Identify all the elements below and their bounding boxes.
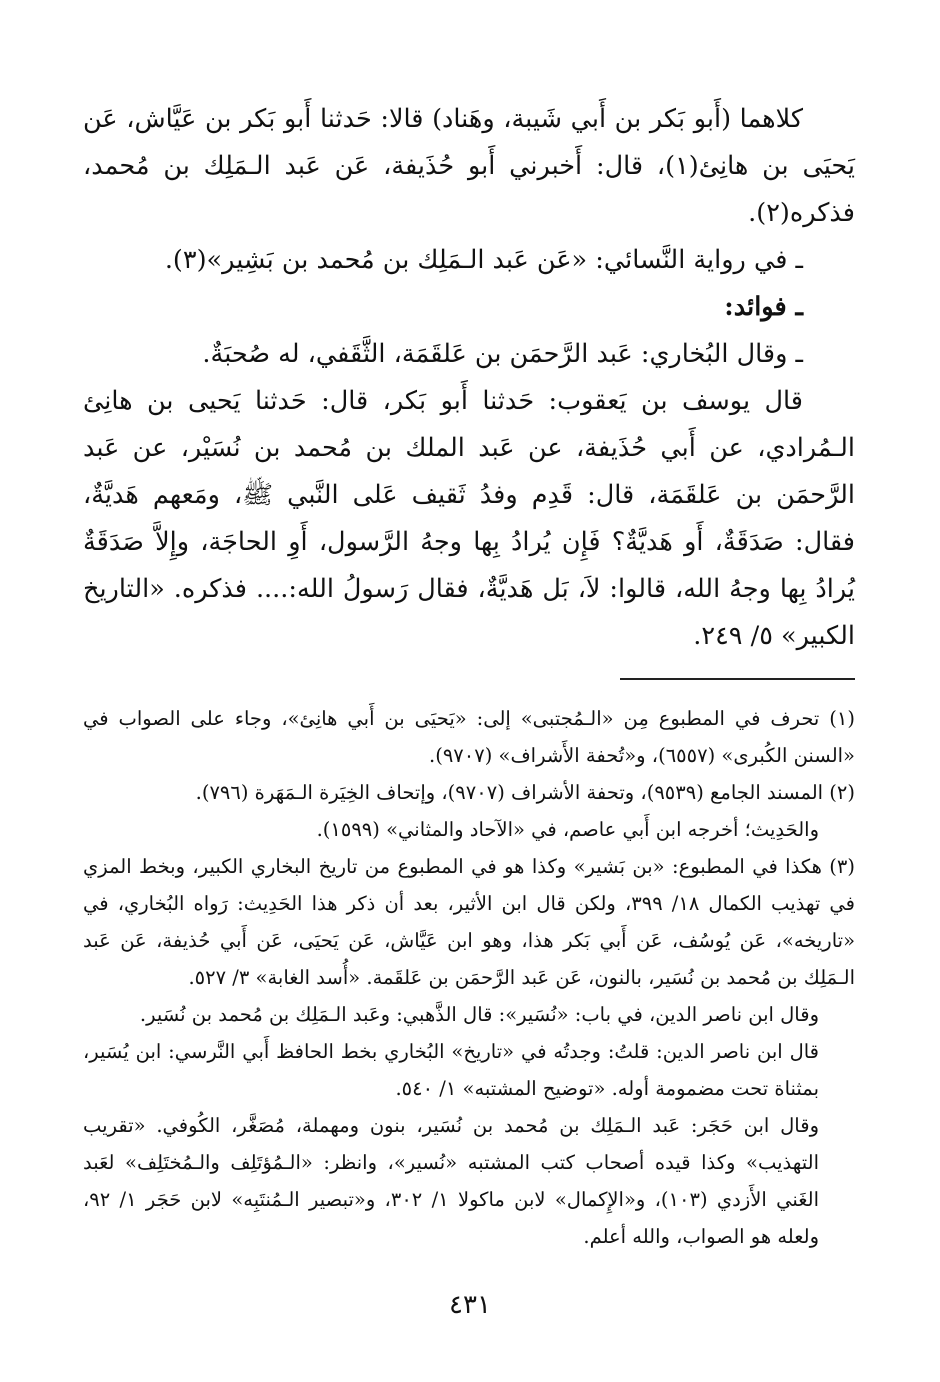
footnotes	[83, 700, 855, 1255]
paragraph-chain: كلاهما (أَبو بَكر بن أَبي شَيبة، وهَناد) قالا: حَدثنا أَبو بَكر بن عَيَّاش، عَن يَحيَى بن هانِئ(١)، قال: أَخبرني أَبو حُذَيفة، عَن عَبد الـمَلِك بن مُحمد، فذكره(٢).	[83, 104, 855, 228]
paragraph-hadith: قال يوسف بن يَعقوب: حَدثنا أَبو بَكر، قال: حَدثنا يَحيى بن هانِئ الـمُرادي، عن أَبي حُذَيفة، عن عَبد الملك بن مُحمد بن نُسَيْر، عن عَبد الرَّحمَن بن عَلقَمَة، قال: قَدِم وفدُ ثَقيف عَلى النَّبي ﷺ، ومَعهم هَديَّةٌ، فقال: صَدَقَةٌ، أَو هَديَّةٌ؟ فَإِن يُرادُ بِها وجهُ الرَّسول، أَوِ الحاجَة، وإِلاَّ صَدَقَةٌ يُرادُ بِها وجهُ الله، قالوا: لاَ، بَل هَديَّةٌ، فقال رَسولُ الله:.... فذكره. «التاريخ الكبير» ٥/ ٢٤٩.	[83, 386, 855, 651]
footnote-separator-wrap	[83, 660, 855, 700]
footnote-2-continued: والحَدِيث؛ أخرجه ابن أَبي عاصم، في «الآحاد والمثاني» (١٥٩٩).	[316, 818, 819, 841]
document-page	[83, 96, 855, 1255]
bullet-nasai: ـ في رواية النَّسائي: «عَن عَبد الـمَلِك بن مُحمد بن بَشِير»(٣).	[164, 245, 803, 275]
footnote-2: (٢) المسند الجامع (٩٥٣٩)، وتحفة الأشراف (٩٧٠٧)، وإتحاف الخِيَرة الـمَهَرة (٧٩٦).	[195, 781, 855, 804]
footnote-3: (٣) هكذا في المطبوع: «بن بَشير» وكذا هو في المطبوع من تاريخ البخاري الكبير، وبخط المزي في تهذيب الكمال ١٨/ ٣٩٩، ولكن قال ابن الأثير، بعد أن ذكر هذا الحَدِيث: رَواه البُخاري، في «تاريخه»، عَن يُوسُف، عَن أَبي بَكر هذا، وهو ابن عَيَّاش، عَن يَحيَى، عَن أَبي حُذيفة، عَن عَبد الـمَلِك بن مُحمد بن نُسَير، بالنون، عَن عَبد الرَّحمَن بن عَلقَمة. «أُسد الغابة» ٣/ ٥٢٧.	[83, 855, 855, 989]
footnote-1: (١) تحرف في المطبوع مِن «الـمُجتبى» إلى: «يَحيَى بن أَبي هانِئ»، وجاء على الصواب في «السنن الكُبرى» (٦٥٥٧)، و«تُحفة الأَشراف» (٩٧٠٧).	[83, 707, 855, 767]
page-number: ٤٣١	[449, 1290, 491, 1320]
benefits-heading: ـ فوائد:	[724, 292, 803, 322]
footnote-3-dhahabi: وقال ابن ناصر الدين، في باب: «نُسَير»: قال الذَّهبي: وعَبد الـمَلِك بن مُحمد بن نُسَير.	[139, 1003, 819, 1026]
main-text	[83, 96, 855, 660]
footnote-3-nasir-al-din: قال ابن ناصر الدين: قلتُ: وجدتُه في «تاريخ» البُخاري بخط الحافظ أَبي النَّرسي: ابن يُسَير، بمثناة تحت مضمومة أوله. «توضيح المشتبه» ١/ ٥٤٠.	[83, 1040, 819, 1100]
footnote-3-ibn-hajar: وقال ابن حَجَر: عَبد الـمَلِك بن مُحمد بن نُسَير، بنون ومهملة، مُصَغَّر، الكُوفي. «تقريب التهذيب» وكذا قيده أصحاب كتب المشتبه «نُسير»، وانظر: «الـمُؤتَلِف والـمُختَلِف» لعَبد الغَني الأَزدي (١٠٣)، و«الإِكمال» لابن ماكولا ١/ ٣٠٢، و«تبصير الـمُنتَبِه» لابن حَجَر ١/ ٩٢، ولعله هو الصواب، والله أعلم.	[83, 1114, 820, 1248]
bullet-bukhari: ـ وقال البُخاري: عَبد الرَّحمَن بن عَلقَمَة، الثَّقَفي، له صُحبَةٌ.	[202, 339, 803, 369]
footnote-separator	[620, 678, 855, 680]
